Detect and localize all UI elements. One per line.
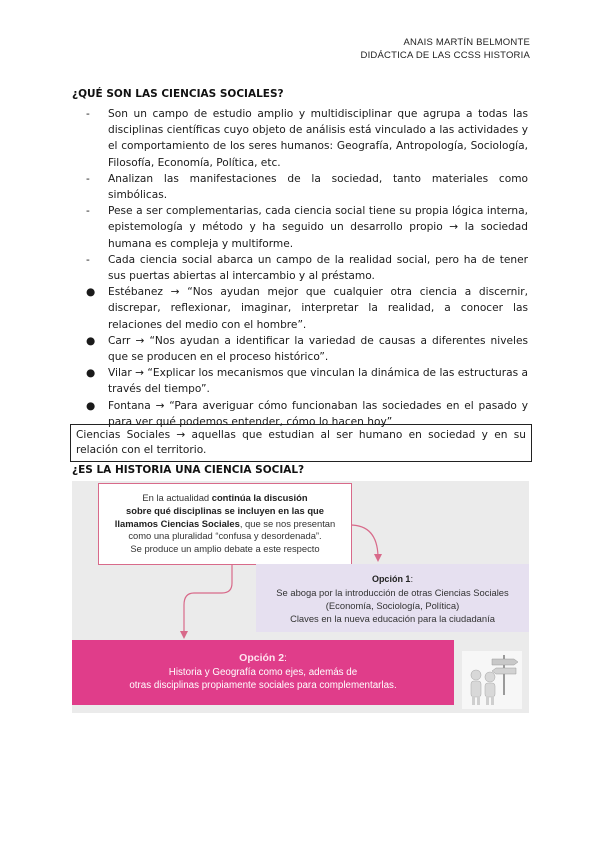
definition-box: Ciencias Sociales → aquellas que estudian al ser humano en sociedad y en su relación con el territorio. xyxy=(70,424,532,462)
list-marker: ● xyxy=(86,399,96,412)
discussion-line-1a: En la actualidad xyxy=(142,492,212,503)
list-item-text: Cada ciencia social abarca un campo de la realidad social, pero ha de tener sus puertas abiertas al intercambio y al préstamo. xyxy=(108,253,528,283)
signpost-people-image xyxy=(462,651,522,709)
list-item xyxy=(72,171,528,203)
option-1-line-2: (Economía, Sociología, Política) xyxy=(325,599,460,611)
list-item-text: Estébanez → “Nos ayudan mejor que cualquier otra ciencia a discernir, discrepar, reflexionar, imaginar, interpretar la realidad, a conocer las relaciones del medio con el hombre”. xyxy=(108,286,528,331)
list-marker: ● xyxy=(86,367,96,380)
list-item-text: Son un campo de estudio amplio y multidisciplinar que agrupa a todas las disciplinas científicas cuyo objeto de análisis está vinculado a las actividades y el comportamiento de los seres humanos: Geografía, Antropología, Sociología, Filosofía, Economía, Política, etc. xyxy=(108,108,528,169)
arrow-head-option-2 xyxy=(180,631,188,639)
signpost-people-icon xyxy=(462,651,522,709)
section-title-historia-ciencia-social: ¿ES LA HISTORIA UNA CIENCIA SOCIAL? xyxy=(72,464,305,476)
discussion-line-5: Se produce un amplio debate a este respecto xyxy=(130,543,320,555)
discussion-line-3b: , que se nos presentan xyxy=(239,517,336,529)
course-name: DIDÁCTICA DE LAS CCSS HISTORIA xyxy=(360,50,530,61)
option-1-colon: : xyxy=(410,572,414,584)
list-marker: ● xyxy=(86,334,96,347)
debate-diagram xyxy=(72,481,529,713)
page-header xyxy=(361,36,530,62)
list-item xyxy=(72,333,528,365)
list-marker: - xyxy=(86,205,90,218)
list-item-text: Analizan las manifestaciones de la sociedad, tanto materiales como simbólicas. xyxy=(108,172,528,202)
section-title-ciencias-sociales: ¿QUÉ SON LAS CIENCIAS SOCIALES? xyxy=(72,88,284,100)
arrow-head-option-1 xyxy=(374,554,382,562)
list-item xyxy=(72,203,528,252)
option-1-title: Opción 1 xyxy=(371,573,411,584)
discussion-line-4: como una pluralidad “confusa y desordenada”. xyxy=(128,530,322,542)
list-item xyxy=(72,106,528,171)
arrow-to-option-1 xyxy=(350,525,378,556)
author-name: ANAIS MARTÍN BELMONTE xyxy=(403,37,530,48)
discussion-box xyxy=(98,483,352,565)
option-2-box xyxy=(72,640,454,705)
list-item-text: Pese a ser complementarias, cada ciencia social tiene su propia lógica interna, epistemología y método y ha seguido un desarrollo propio → la sociedad humana es compleja y multiforme. xyxy=(108,205,528,250)
list-marker: ● xyxy=(86,286,96,299)
ciencias-sociales-list xyxy=(72,106,528,430)
arrow-to-option-2 xyxy=(184,563,232,633)
option-1-line-3: Claves en la nueva educación para la ciudadanía xyxy=(290,612,495,624)
discussion-line-2: sobre qué disciplinas se incluyen en las que xyxy=(126,504,324,516)
discussion-line-1b: continúa la discusión xyxy=(211,492,308,503)
list-marker: - xyxy=(86,108,90,120)
list-item xyxy=(72,365,528,397)
list-marker: - xyxy=(86,253,90,266)
option-1-box xyxy=(256,564,529,632)
option-1-line-1: Se aboga por la introducción de otras Ciencias Sociales xyxy=(276,586,509,598)
list-item-text: Carr → “Nos ayudan a identificar la variedad de causas a diferentes niveles que se producen en el proceso histórico”. xyxy=(108,334,528,364)
option-2-title: Opción 2 xyxy=(239,652,285,665)
option-2-line-1: Historia y Geografía como ejes, además de xyxy=(168,666,358,678)
list-item-text: Vilar → “Explicar los mecanismos que vinculan la dinámica de las estructuras a través del tiempo”. xyxy=(108,367,528,396)
list-item xyxy=(72,284,528,333)
option-2-line-2: otras disciplinas propiamente sociales para complementarlas. xyxy=(129,680,397,692)
option-2-colon: : xyxy=(284,653,287,665)
list-marker: - xyxy=(86,172,90,185)
list-item xyxy=(72,252,528,284)
discussion-line-3a: llamamos Ciencias Sociales xyxy=(114,517,240,529)
list-item-text: Fontana → “Para averiguar cómo funcionaban las sociedades en el pasado y para ver qué podemos entender, cómo lo hacen hoy” xyxy=(108,399,528,428)
